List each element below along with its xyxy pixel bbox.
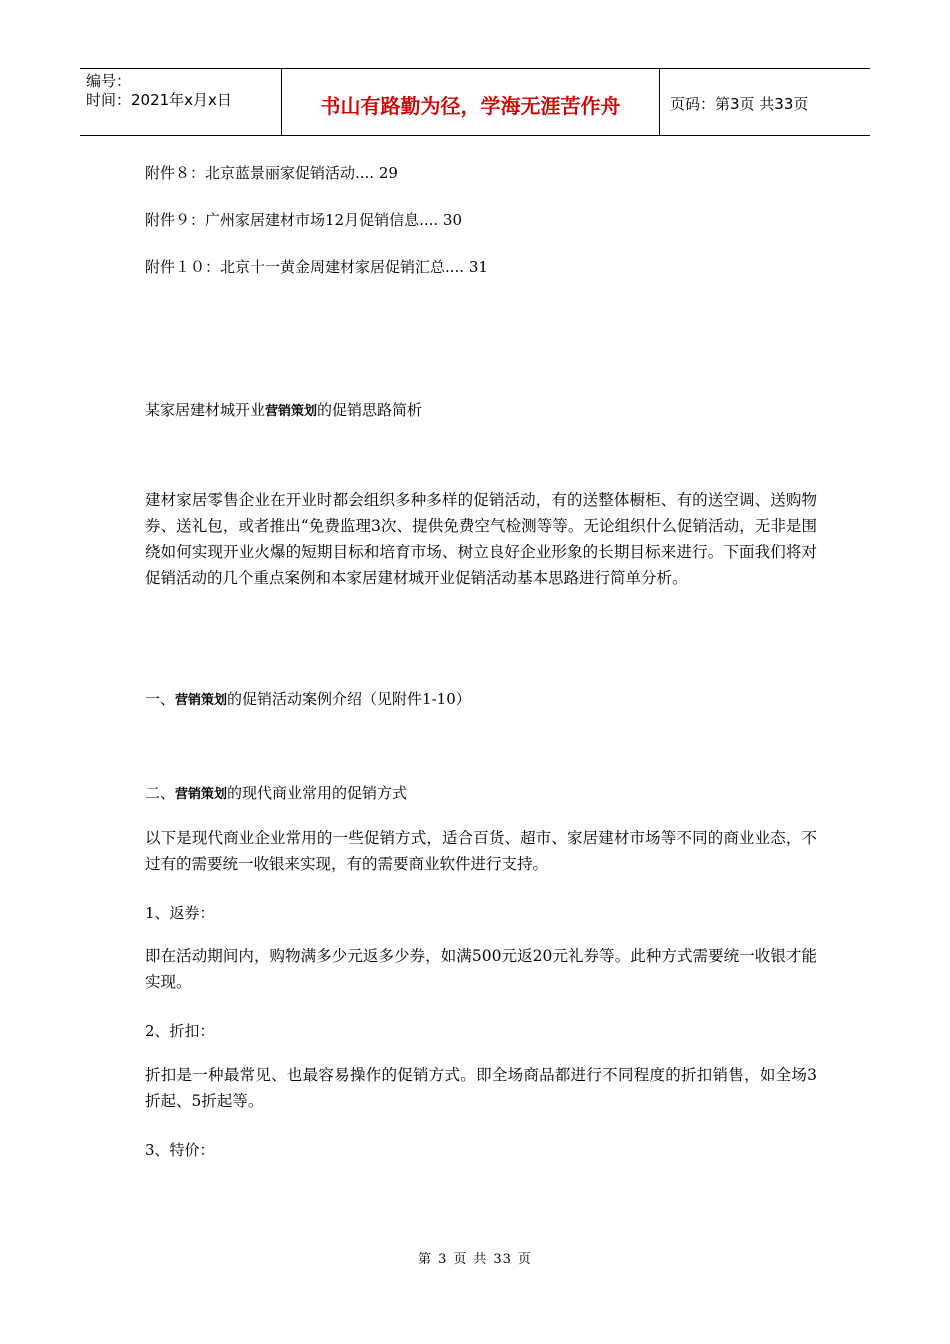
title-bold: 营销策划: [265, 404, 318, 419]
item-2-body: 折扣是一种最常见、也最容易操作的促销方式。即全场商品都进行不同程度的折扣销售，如全场3折起、5折起等。: [145, 1066, 817, 1110]
section-2-heading: [145, 782, 407, 803]
toc-item: 附件８：北京蓝景丽家促销活动.... 29: [145, 164, 398, 182]
section-2-suffix: 的现代商业常用的促销方式: [227, 784, 408, 802]
footer-ye2: 页: [517, 1252, 532, 1267]
section-2-intro: 以下是现代商业企业常用的一些促销方式，适合百货、超市、家居建材市场等不同的商业业态，不过有的需要统一收银来实现，有的需要商业软件进行支持。: [145, 829, 817, 873]
section-2-prefix: 二、: [145, 784, 176, 802]
title-suffix: 的促销思路简析: [317, 401, 423, 419]
footer-total: 33: [493, 1252, 512, 1267]
page-header: [80, 68, 870, 136]
header-meta: [80, 69, 282, 135]
footer-gong: 共: [473, 1252, 488, 1267]
toc-item: 附件９：广州家居建材市场12月促销信息.... 30: [145, 211, 463, 229]
section-1-heading: [145, 688, 471, 709]
date-label: 时间：2021年x月x日: [86, 91, 232, 109]
footer-page: 3: [438, 1252, 448, 1267]
page-footer: [0, 1248, 950, 1267]
intro-paragraph: 建材家居零售企业在开业时都会组织多种多样的促销活动，有的送整体橱柜、有的送空调、送购物券、送礼包，或者推出“免费监理3次、提供免费空气检测等等。无论组织什么促销活动，无非是围绕如何实现开业火爆的短期目标和培育市场、树立良好企业形象的长期目标来进行。下面我们将对促销活动的几个重点案例和本家居建材城开业促销活动基本思路进行简单分析。: [145, 491, 817, 587]
section-1-bold: 营销策划: [175, 693, 228, 708]
document-title: [145, 399, 422, 420]
item-2-title: 2、折扣：: [145, 1022, 215, 1040]
serial-label: 编号：: [86, 72, 132, 90]
section-2-bold: 营销策划: [175, 787, 228, 802]
section-1-prefix: 一、: [145, 690, 176, 708]
header-page-label: 页码：第3页 共33页: [670, 94, 809, 113]
footer-ye: 页: [453, 1252, 468, 1267]
footer-di: 第: [418, 1252, 433, 1267]
item-3-title: 3、特价：: [145, 1141, 215, 1159]
title-prefix: 某家居建材城开业: [145, 401, 266, 419]
toc-item: 附件１０：北京十一黄金周建材家居促销汇总.... 31: [145, 258, 488, 276]
header-motto: 书山有路勤为径，学海无涯苦作舟: [282, 69, 660, 135]
item-1-body: 即在活动期间内，购物满多少元返多少券，如满500元返20元礼券等。此种方式需要统一收银才能实现。: [145, 947, 817, 991]
item-1-title: 1、返券：: [145, 904, 215, 922]
section-1-suffix: 的促销活动案例介绍（见附件1-10）: [227, 690, 471, 708]
